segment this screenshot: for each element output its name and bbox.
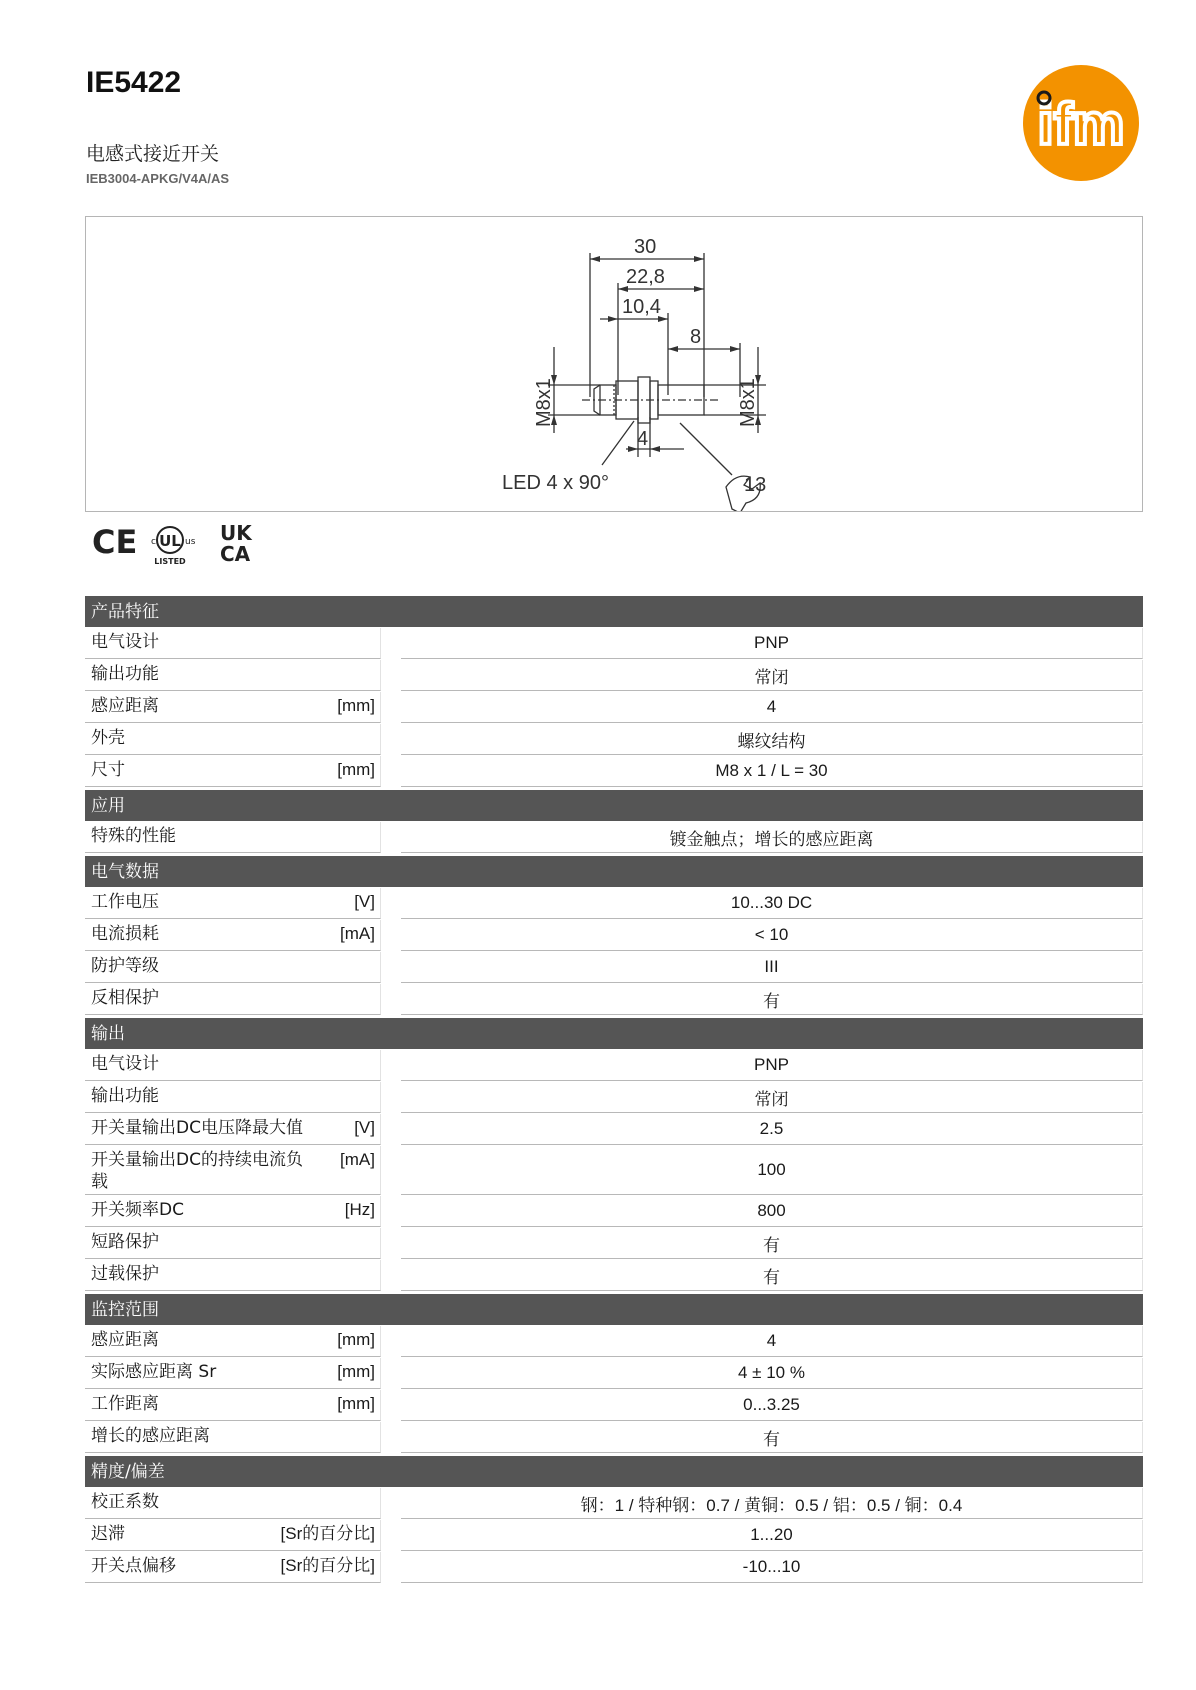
spec-table <box>85 596 1143 1583</box>
row-label: 实际感应距离 Sr <box>91 1362 217 1382</box>
table-row <box>85 1422 1143 1453</box>
row-label: 外壳 <box>91 728 125 748</box>
row-value: 镀金触点；增长的感应距离 <box>401 822 1143 853</box>
row-unit: [V] <box>354 892 375 911</box>
row-unit: [mm] <box>337 1394 375 1413</box>
table-row <box>85 920 1143 951</box>
table-row <box>85 1390 1143 1421</box>
row-label: 工作电压 <box>91 892 159 912</box>
row-unit: [mA] <box>340 924 375 943</box>
row-label: 工作距离 <box>91 1394 159 1414</box>
row-label: 电气设计 <box>91 632 159 652</box>
dim-4-label: 4 <box>637 428 649 450</box>
product-title: IE5422 <box>86 66 182 99</box>
row-value: 钢：1 / 特种钢：0.7 / 黄铜：0.5 / 铝：0.5 / 铜：0.4 <box>401 1488 1143 1519</box>
ifm-logo <box>1022 64 1140 182</box>
table-row <box>85 628 1143 659</box>
table-row <box>85 1114 1143 1145</box>
table-row <box>85 1520 1143 1551</box>
section-header-product-features: 产品特征 <box>85 596 1143 627</box>
table-row <box>85 1196 1143 1227</box>
culus-listed-icon <box>151 527 196 566</box>
table-row <box>85 1146 1143 1195</box>
logo-text: ifm <box>1037 92 1125 157</box>
row-label: 电气设计 <box>91 1054 159 1074</box>
row-value: 0...3.25 <box>401 1390 1143 1421</box>
row-label: 输出功能 <box>91 1086 159 1106</box>
row-label: 感应距离 <box>91 1330 159 1350</box>
row-label: 感应距离 <box>91 696 159 716</box>
svg-text:UK: UK <box>220 521 252 545</box>
row-value: 螺纹结构 <box>401 724 1143 755</box>
row-unit: [Sr的百分比] <box>280 1556 375 1575</box>
table-row <box>85 1260 1143 1291</box>
row-label: 防护等级 <box>91 956 159 976</box>
svg-text:c: c <box>151 537 156 547</box>
table-row <box>85 1228 1143 1259</box>
section-header-output: 输出 <box>85 1018 1143 1049</box>
table-row <box>85 1358 1143 1389</box>
table-row <box>85 888 1143 919</box>
row-value: III <box>401 952 1143 983</box>
dim-22-8-label: 22,8 <box>626 266 665 288</box>
section-header-application: 应用 <box>85 790 1143 821</box>
row-value: < 10 <box>401 920 1143 951</box>
row-label: 短路保护 <box>91 1232 159 1252</box>
row-value: 常闭 <box>401 1082 1143 1113</box>
table-row <box>85 660 1143 691</box>
row-unit: [mA] <box>340 1150 375 1169</box>
svg-text:LISTED: LISTED <box>154 557 186 566</box>
table-row <box>85 984 1143 1015</box>
ukca-icon <box>220 521 253 566</box>
row-unit: [mm] <box>337 1330 375 1349</box>
table-row <box>85 724 1143 755</box>
row-label: 迟滞 <box>91 1524 125 1544</box>
section-header-monitoring-range: 监控范围 <box>85 1294 1143 1325</box>
row-value: 100 <box>401 1146 1143 1195</box>
row-value: M8 x 1 / L = 30 <box>401 756 1143 787</box>
row-value: 2.5 <box>401 1114 1143 1145</box>
row-value: 4 <box>401 1326 1143 1357</box>
svg-text:UL: UL <box>159 532 181 550</box>
product-subtitle: 电感式接近开关 <box>86 143 220 165</box>
dim-30-label: 30 <box>634 236 657 258</box>
row-value: 800 <box>401 1196 1143 1227</box>
section-header-electrical-data: 电气数据 <box>85 856 1143 887</box>
table-row <box>85 1552 1143 1583</box>
row-label: 增长的感应距离 <box>91 1426 210 1446</box>
row-label: 反相保护 <box>91 988 159 1008</box>
row-value: 有 <box>401 1260 1143 1291</box>
table-row <box>85 692 1143 723</box>
thread-left-label: M8x1 <box>533 378 555 427</box>
table-row <box>85 756 1143 787</box>
table-row <box>85 1326 1143 1357</box>
row-value: 4 ± 10 % <box>401 1358 1143 1389</box>
row-value: 常闭 <box>401 660 1143 691</box>
row-unit: [Hz] <box>344 1200 375 1219</box>
row-unit: [mm] <box>337 696 375 715</box>
row-label: 开关频率DC <box>91 1200 184 1220</box>
row-unit: [Sr的百分比] <box>280 1524 375 1543</box>
row-label: 电流损耗 <box>91 924 159 944</box>
row-unit: [mm] <box>337 1362 375 1381</box>
table-row <box>85 1050 1143 1081</box>
table-row <box>85 822 1143 853</box>
row-label: 校正系数 <box>91 1492 159 1512</box>
row-value: 有 <box>401 1228 1143 1259</box>
row-unit: [V] <box>354 1118 375 1137</box>
thread-right-label: M8x1 <box>737 378 759 427</box>
svg-text:CA: CA <box>220 542 251 566</box>
row-value: 1...20 <box>401 1520 1143 1551</box>
wrench-size-label: 13 <box>744 474 767 496</box>
row-label: 输出功能 <box>91 664 159 684</box>
row-label: 过载保护 <box>91 1264 159 1284</box>
row-label: 开关点偏移 <box>91 1556 176 1576</box>
row-value: 4 <box>401 692 1143 723</box>
dim-10-4-label: 10,4 <box>622 296 661 318</box>
row-label: 开关量输出DC电压降最大值 <box>91 1118 303 1138</box>
led-label: LED 4 x 90° <box>502 472 609 494</box>
dim-8-label: 8 <box>690 326 702 348</box>
ce-icon <box>92 523 137 561</box>
product-code: IEB3004-APKG/V4A/AS <box>86 171 230 186</box>
row-value: 10...30 DC <box>401 888 1143 919</box>
row-value: 有 <box>401 1422 1143 1453</box>
row-label: 开关量输出DC的持续电流负载 <box>91 1150 303 1192</box>
table-row <box>85 1488 1143 1519</box>
row-unit: [mm] <box>337 760 375 779</box>
table-row <box>85 952 1143 983</box>
svg-text:CE: CE <box>92 523 138 561</box>
table-row <box>85 1082 1143 1113</box>
row-value: -10...10 <box>401 1552 1143 1583</box>
certification-marks <box>92 520 272 566</box>
svg-text:us: us <box>185 537 196 547</box>
row-label: 尺寸 <box>91 760 125 780</box>
row-value: PNP <box>401 1050 1143 1081</box>
row-label: 特殊的性能 <box>91 826 176 846</box>
row-value: PNP <box>401 628 1143 659</box>
row-value: 有 <box>401 984 1143 1015</box>
dimension-drawing <box>85 216 1143 512</box>
section-header-accuracy: 精度/偏差 <box>85 1456 1143 1487</box>
